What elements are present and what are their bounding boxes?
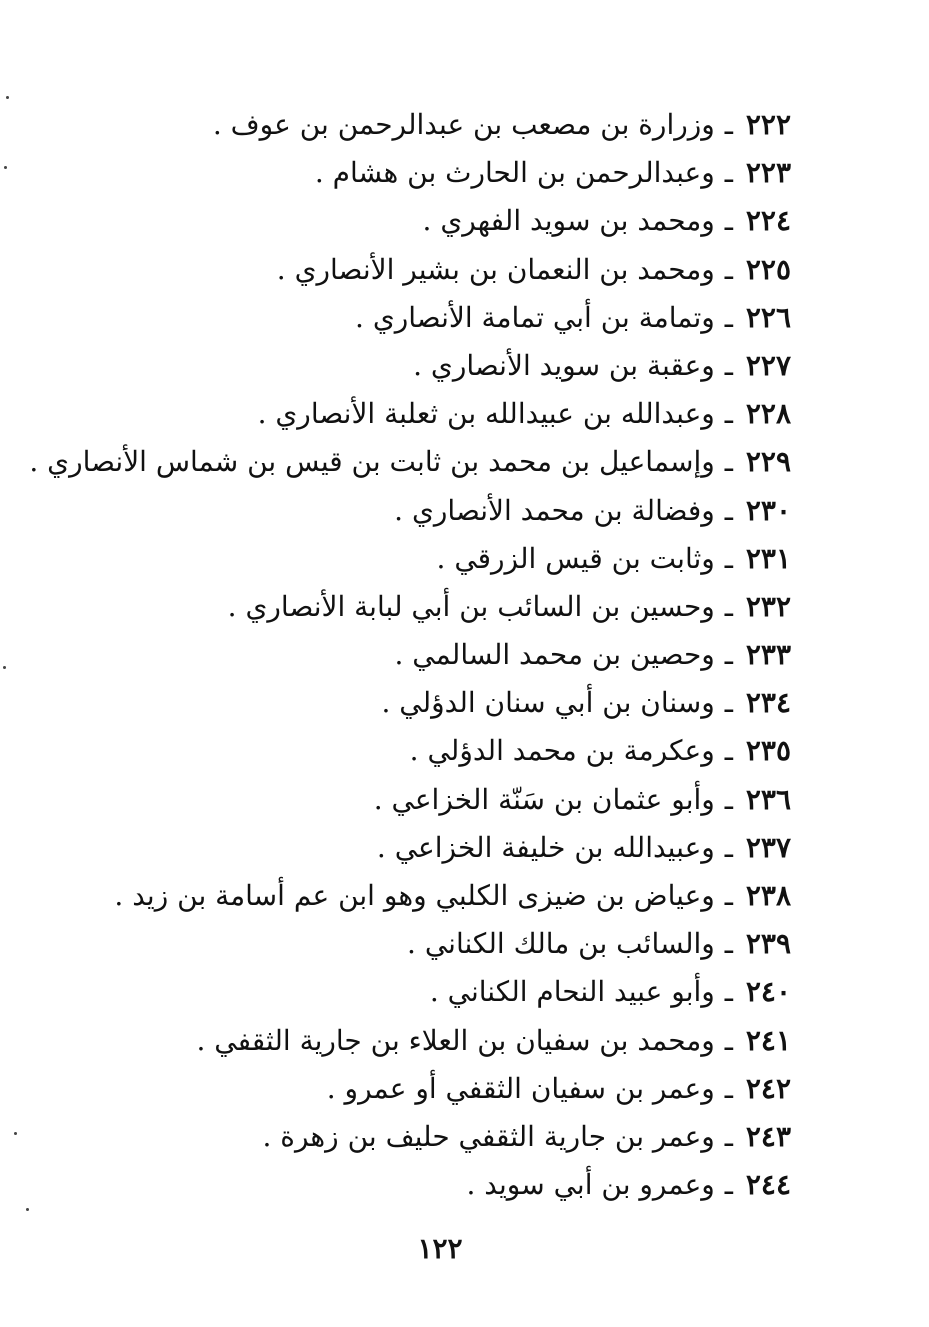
entry-dash: ـ bbox=[724, 1168, 733, 1202]
entry-dash: ـ bbox=[724, 589, 733, 623]
entry-dash: ـ bbox=[724, 397, 733, 431]
entry-text: وعمر بن جارية الثقفي حليف بن زهرة . bbox=[262, 1119, 715, 1153]
entry-dash: ـ bbox=[724, 348, 733, 382]
entry-number: ٢٢٥ bbox=[745, 252, 791, 286]
entry-number: ٢٤٢ bbox=[745, 1071, 791, 1105]
entry-text: والسائب بن مالك الكناني . bbox=[407, 927, 715, 961]
entry-text: وأبو عبيد النحام الكناني . bbox=[429, 975, 715, 1009]
scan-speck bbox=[14, 1132, 17, 1135]
list-item bbox=[91, 583, 791, 631]
entry-text: وعبدالله بن عبيدالله بن ثعلبة الأنصاري . bbox=[257, 397, 715, 431]
list-item bbox=[91, 824, 791, 872]
entry-dash: ـ bbox=[724, 782, 733, 816]
entry-dash: ـ bbox=[724, 686, 733, 720]
list-item bbox=[91, 101, 791, 149]
entry-text: وحصين بن محمد السالمي . bbox=[394, 638, 715, 672]
entry-number: ٢٢٦ bbox=[745, 300, 791, 334]
list-item bbox=[91, 487, 791, 535]
scan-speck bbox=[26, 1208, 29, 1211]
entry-number: ٢٣٩ bbox=[745, 927, 791, 961]
list-item bbox=[91, 1113, 791, 1161]
page-number: ١٢٢ bbox=[417, 1232, 463, 1265]
entry-text: وفضالة بن محمد الأنصاري . bbox=[394, 493, 715, 527]
entry-text: وعكرمة بن محمد الدؤلي . bbox=[409, 734, 715, 768]
list-item bbox=[91, 872, 791, 920]
entry-number: ٢٤٤ bbox=[745, 1168, 791, 1202]
entry-number: ٢٣٢ bbox=[745, 589, 791, 623]
entry-number: ٢٣٨ bbox=[745, 879, 791, 912]
entry-dash: ـ bbox=[724, 975, 733, 1009]
entry-dash: ـ bbox=[724, 445, 733, 479]
entry-number: ٢٤٠ bbox=[745, 975, 791, 1009]
list-item bbox=[91, 535, 791, 583]
entry-text: وعبدالرحمن بن الحارث بن هشام . bbox=[314, 156, 715, 190]
list-item bbox=[91, 1161, 791, 1209]
list-item bbox=[91, 390, 791, 438]
entry-dash: ـ bbox=[724, 493, 733, 527]
entry-dash: ـ bbox=[724, 204, 733, 238]
entry-number: ٢٣٤ bbox=[745, 686, 791, 720]
entry-text: وأبو عثمان بن سَنّة الخزاعي . bbox=[373, 782, 715, 816]
entry-number: ٢٤٣ bbox=[745, 1119, 791, 1153]
entry-number: ٢٢٣ bbox=[745, 156, 791, 190]
list-item bbox=[91, 246, 791, 294]
entry-text: وعمرو بن أبي سويد . bbox=[466, 1168, 715, 1202]
entry-text: ومحمد بن سفيان بن العلاء بن جارية الثقفي . bbox=[196, 1023, 715, 1057]
entry-dash: ـ bbox=[724, 879, 733, 912]
list-item bbox=[91, 197, 791, 245]
entry-dash: ـ bbox=[724, 300, 733, 334]
list-item bbox=[91, 342, 791, 390]
entry-text: وحسين بن السائب بن أبي لبابة الأنصاري . bbox=[227, 589, 715, 623]
entry-dash: ـ bbox=[724, 638, 733, 672]
list-item bbox=[91, 776, 791, 824]
list-item bbox=[91, 1065, 791, 1113]
entry-text: وإسماعيل بن محمد بن ثابت بن قيس بن شماس الأنصاري . bbox=[29, 445, 715, 479]
entry-number: ٢٣١ bbox=[745, 541, 791, 575]
entry-text: وعبيدالله بن خليفة الخزاعي . bbox=[376, 830, 715, 864]
list-item bbox=[29, 438, 791, 486]
entry-dash: ـ bbox=[724, 1119, 733, 1153]
list-item bbox=[91, 294, 791, 342]
entry-dash: ـ bbox=[724, 108, 733, 141]
entry-number: ٢٢٧ bbox=[745, 348, 791, 382]
entry-dash: ـ bbox=[724, 830, 733, 864]
entry-dash: ـ bbox=[724, 1023, 733, 1057]
entry-dash: ـ bbox=[724, 156, 733, 190]
list-item bbox=[91, 968, 791, 1016]
entry-number: ٢٣٧ bbox=[745, 830, 791, 864]
entry-dash: ـ bbox=[724, 541, 733, 575]
list-item bbox=[91, 727, 791, 775]
entry-number: ٢٣٥ bbox=[745, 734, 791, 768]
entry-number: ٢٢٩ bbox=[745, 445, 791, 479]
entry-text: وتمامة بن أبي تمامة الأنصاري . bbox=[355, 300, 715, 334]
entry-number: ٢٣٠ bbox=[745, 493, 791, 527]
scan-speck bbox=[6, 96, 9, 99]
entry-number: ٢٢٨ bbox=[745, 397, 791, 431]
entry-text: وزرارة بن مصعب بن عبدالرحمن بن عوف . bbox=[212, 108, 715, 141]
entry-text: وعياض بن ضيزى الكلبي وهو ابن عم أسامة بن زيد . bbox=[114, 879, 715, 912]
entry-text: ومحمد بن سويد الفهري . bbox=[422, 204, 715, 238]
entry-number: ٢٢٢ bbox=[745, 108, 791, 141]
list-item bbox=[91, 149, 791, 197]
entry-text: ومحمد بن النعمان بن بشير الأنصاري . bbox=[276, 252, 715, 286]
entry-text: وعمر بن سفيان الثقفي أو عمرو . bbox=[326, 1071, 715, 1105]
entry-number: ٢٣٦ bbox=[745, 782, 791, 816]
scan-speck bbox=[3, 666, 6, 669]
entry-number: ٢٤١ bbox=[745, 1023, 791, 1057]
list-item bbox=[91, 679, 791, 727]
entry-dash: ـ bbox=[724, 927, 733, 961]
list-item bbox=[91, 631, 791, 679]
entry-dash: ـ bbox=[724, 252, 733, 286]
list-item bbox=[91, 920, 791, 968]
entry-dash: ـ bbox=[724, 1071, 733, 1105]
entry-number: ٢٢٤ bbox=[745, 204, 791, 238]
entry-text: وثابت بن قيس الزرقي . bbox=[436, 541, 715, 575]
entry-text: وسنان بن أبي سنان الدؤلي . bbox=[381, 686, 715, 720]
entry-number: ٢٣٣ bbox=[745, 638, 791, 672]
name-list bbox=[29, 101, 791, 1209]
scan-speck bbox=[4, 166, 7, 169]
list-item bbox=[91, 1017, 791, 1065]
entry-text: وعقبة بن سويد الأنصاري . bbox=[413, 348, 715, 382]
entry-dash: ـ bbox=[724, 734, 733, 768]
